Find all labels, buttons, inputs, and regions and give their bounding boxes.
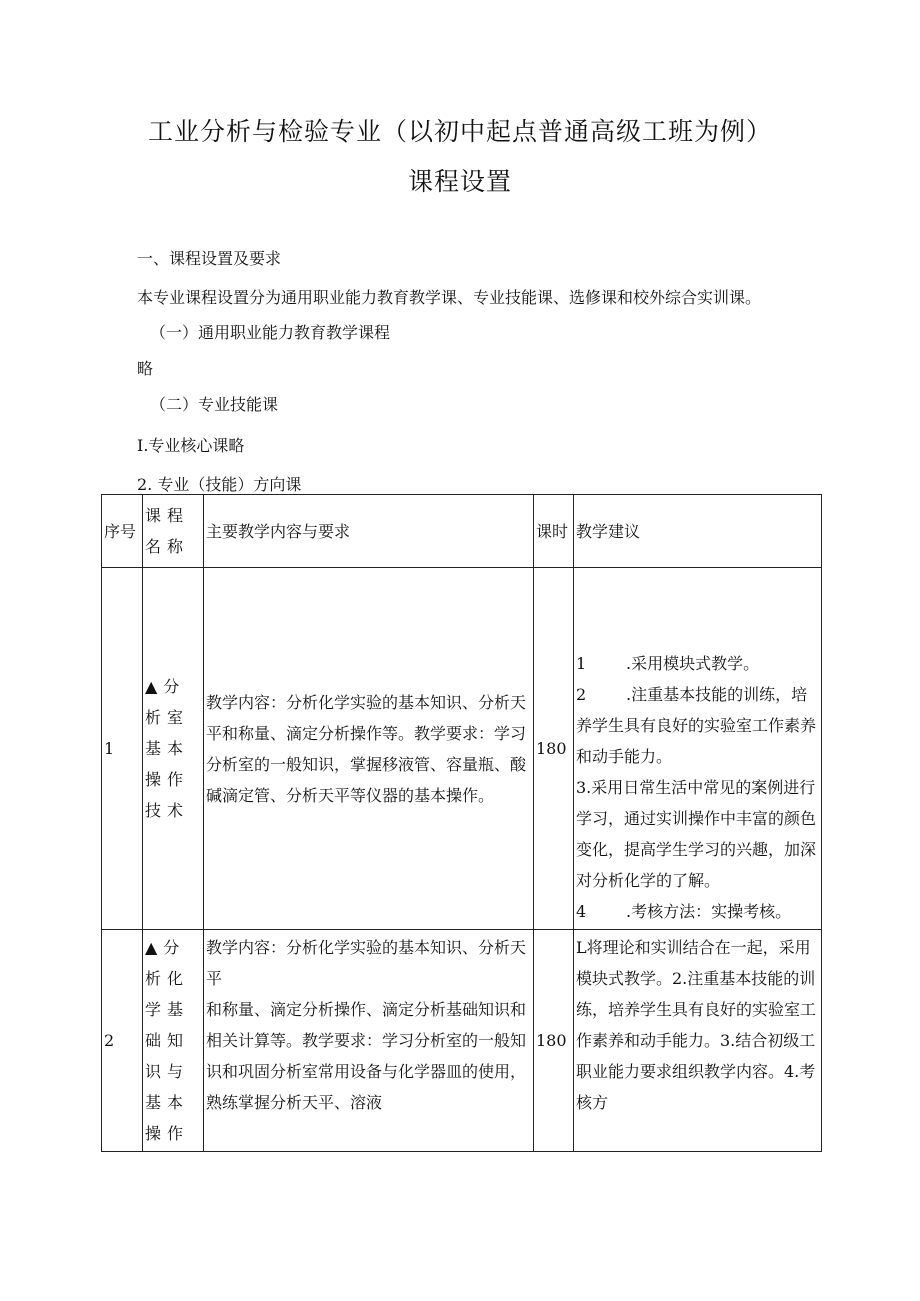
row-course-name: ▲分析化学基础知识与基本操作: [143, 930, 204, 1152]
table-header-row: [102, 495, 822, 568]
subsection-heading-1: （一）通用职业能力教育教学课程: [150, 323, 391, 342]
row-no: 2: [102, 930, 143, 1152]
document-title: 工业分析与检验专业（以初中起点普通高级工班为例）: [147, 117, 772, 146]
advice-item: 4 .考核方法：实操考核。: [576, 902, 792, 921]
table-row: [102, 930, 822, 1152]
header-hours: 课时: [534, 495, 574, 568]
list-item-core-courses: I.专业核心课略: [137, 436, 245, 455]
table-row: [102, 568, 822, 930]
row-content: 教学内容：分析化学实验的基本知识、分析天平 和称量、滴定分析操作、滴定分析基础知识和相关计算等。教学要求：学习分析室的一般知识和巩固分析室常用设备与化学器皿的使用，熟练掌握分析天平、溶液: [204, 930, 534, 1152]
list-item-direction-courses: 2. 专业（技能）方向课: [137, 475, 302, 494]
row-hours: 180: [534, 568, 574, 930]
course-table: [101, 494, 822, 1152]
section-heading: 一、课程设置及要求: [137, 249, 282, 268]
subsection-1-body: 略: [137, 359, 154, 378]
document-subtitle: 课程设置: [407, 167, 512, 196]
advice-item: 3.采用日常生活中常见的案例进行学习，通过实训操作中丰富的颜色变化，提高学生学习的兴趣，加深对分析化学的了解。: [576, 778, 817, 890]
row-no: 1: [102, 568, 143, 930]
row-advice: [574, 568, 822, 930]
advice-item: 1 .采用模块式教学。: [576, 654, 760, 673]
row-advice: L将理论和实训结合在一起，采用模块式教学。2.注重基本技能的训练，培养学生具有良好的实验室工作素养和动手能力。3.结合初级工职业能力要求组织教学内容。4.考核方: [574, 930, 822, 1152]
advice-item: 2 .注重基本技能的训练，培养学生具有良好的实验室工作素养和动手能力。: [576, 685, 817, 766]
header-content: 主要教学内容与要求: [204, 495, 534, 568]
row-hours: 180: [534, 930, 574, 1152]
intro-paragraph: 本专业课程设置分为通用职业能力教育教学课、专业技能课、选修课和校外综合实训课。: [137, 288, 762, 307]
header-no: 序号: [102, 495, 143, 568]
header-name: 课程名称: [143, 495, 204, 568]
header-advice: 教学建议: [574, 495, 822, 568]
row-content: 教学内容：分析化学实验的基本知识、分析天平和称量、滴定分析操作等。教学要求：学习分析室的一般知识，掌握移液管、容量瓶、酸碱滴定管、分析天平等仪器的基本操作。: [204, 568, 534, 930]
subsection-heading-2: （二）专业技能课: [150, 395, 279, 414]
row-course-name: ▲分析室基本操作技术: [143, 568, 204, 930]
